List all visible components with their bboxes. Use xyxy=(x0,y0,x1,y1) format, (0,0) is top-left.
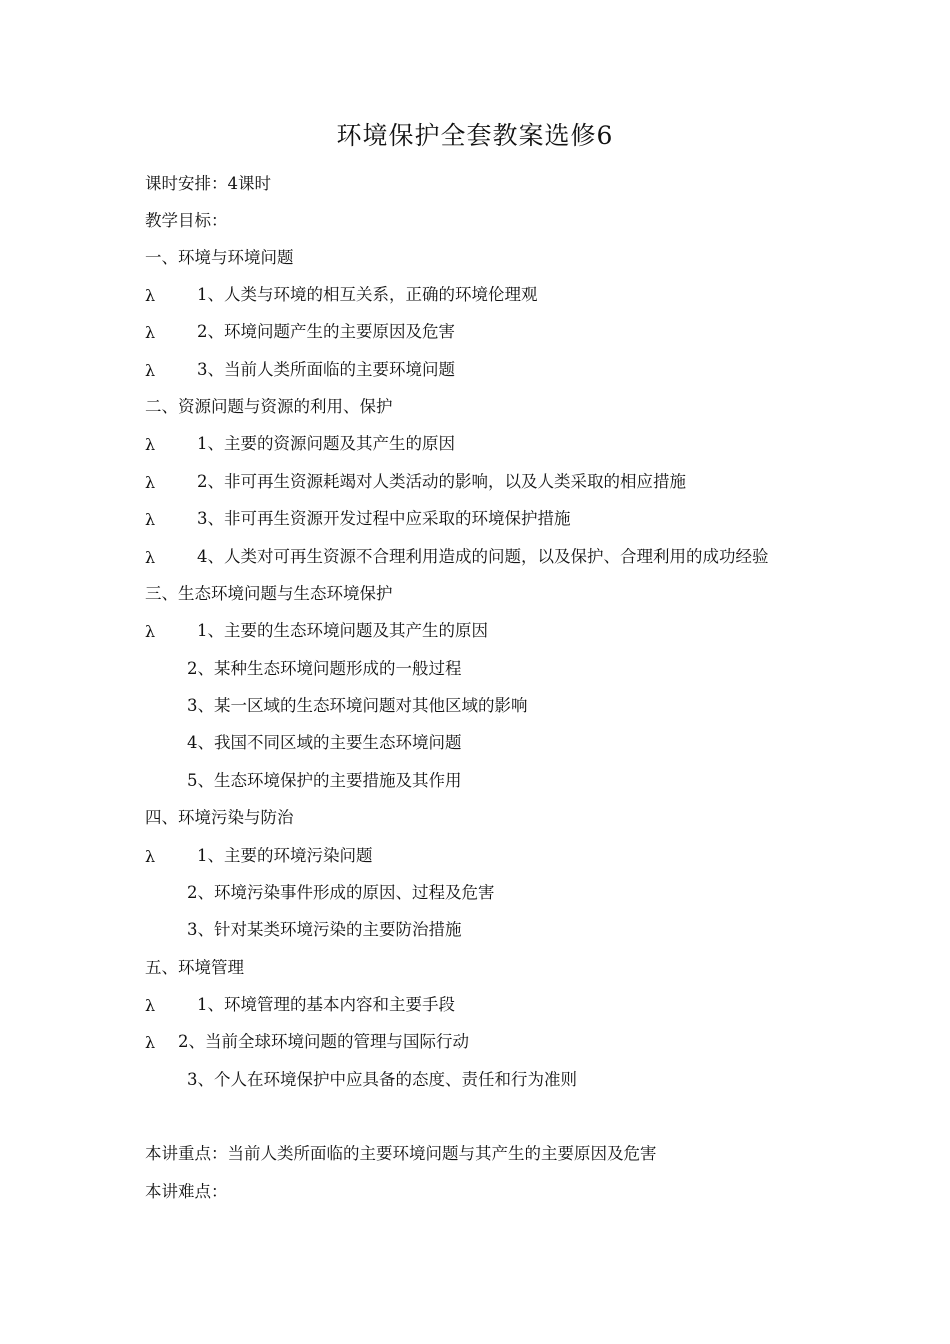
bullet-icon: λ xyxy=(145,323,156,342)
bullet-icon: λ xyxy=(145,361,156,380)
schedule-line: 课时安排：4课时 xyxy=(145,174,271,193)
list-item: 3、当前人类所面临的主要环境问题 xyxy=(197,360,455,379)
section-heading-3: 三、生态环境问题与生态环境保护 xyxy=(145,584,393,603)
bullet-icon: λ xyxy=(145,286,156,305)
list-item: 1、人类与环境的相互关系，正确的环境伦理观 xyxy=(197,285,538,304)
difficult-points-line: 本讲难点： xyxy=(145,1182,228,1201)
list-item: 2、环境污染事件形成的原因、过程及危害 xyxy=(187,883,495,902)
list-item: 1、主要的环境污染问题 xyxy=(197,846,373,865)
list-item: 3、个人在环境保护中应具备的态度、责任和行为准则 xyxy=(187,1070,577,1089)
bullet-icon: λ xyxy=(145,548,156,567)
section-heading-2: 二、资源问题与资源的利用、保护 xyxy=(145,397,393,416)
bullet-icon: λ xyxy=(145,847,156,866)
bullet-icon: λ xyxy=(145,473,156,492)
bullet-icon: λ xyxy=(145,996,156,1015)
list-item: 1、环境管理的基本内容和主要手段 xyxy=(197,995,455,1014)
list-item: 3、针对某类环境污染的主要防治措施 xyxy=(187,920,462,939)
document-title: 环境保护全套教案选修6 xyxy=(336,121,614,150)
key-points-line: 本讲重点：当前人类所面临的主要环境问题与其产生的主要原因及危害 xyxy=(145,1144,657,1163)
list-item: 3、非可再生资源开发过程中应采取的环境保护措施 xyxy=(197,509,571,528)
bullet-icon: λ xyxy=(145,622,156,641)
list-item: 4、人类对可再生资源不合理利用造成的问题，以及保护、合理利用的成功经验 xyxy=(197,547,769,566)
list-item: 3、某一区域的生态环境问题对其他区域的影响 xyxy=(187,696,528,715)
list-item: 5、生态环境保护的主要措施及其作用 xyxy=(187,771,462,790)
list-item: 1、主要的资源问题及其产生的原因 xyxy=(197,434,455,453)
list-item: 2、环境问题产生的主要原因及危害 xyxy=(197,322,455,341)
list-item: 1、主要的生态环境问题及其产生的原因 xyxy=(197,621,488,640)
section-heading-1: 一、环境与环境问题 xyxy=(145,248,294,267)
bullet-icon: λ xyxy=(145,510,156,529)
section-heading-5: 五、环境管理 xyxy=(145,958,244,977)
section-heading-4: 四、环境污染与防治 xyxy=(145,808,294,827)
bullet-icon: λ xyxy=(145,1033,156,1052)
list-item: 2、当前全球环境问题的管理与国际行动 xyxy=(178,1032,469,1051)
bullet-icon: λ xyxy=(145,435,156,454)
list-item: 2、某种生态环境问题形成的一般过程 xyxy=(187,659,462,678)
list-item: 4、我国不同区域的主要生态环境问题 xyxy=(187,733,462,752)
objectives-label: 教学目标： xyxy=(145,211,228,230)
list-item: 2、非可再生资源耗竭对人类活动的影响，以及人类采取的相应措施 xyxy=(197,472,686,491)
